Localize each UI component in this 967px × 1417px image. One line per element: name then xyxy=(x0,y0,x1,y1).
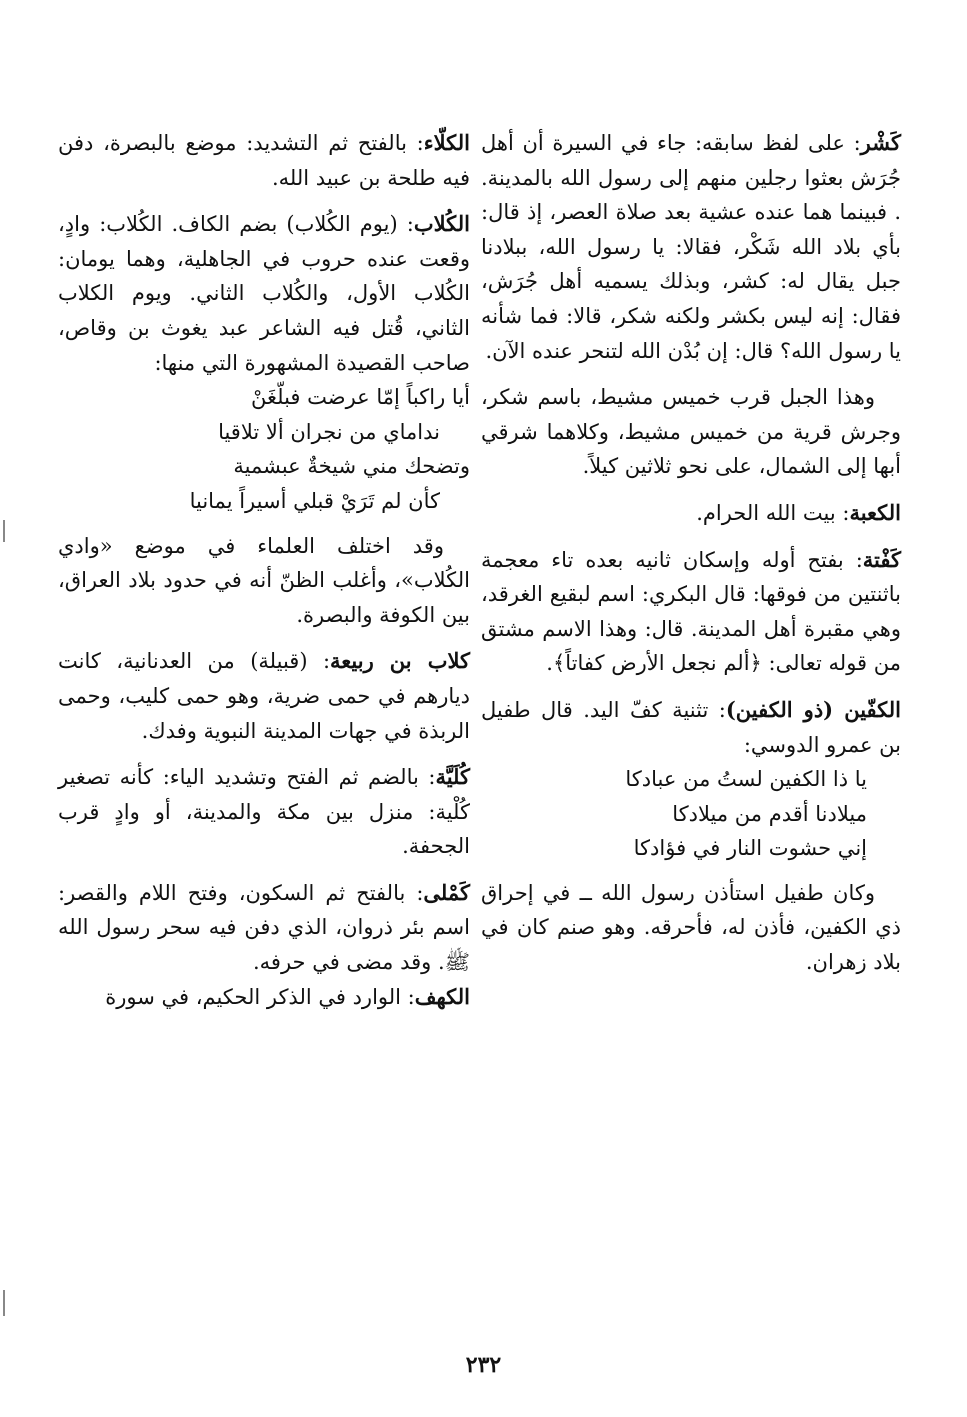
entry-kulayya xyxy=(58,760,470,864)
verse-line: أيا راكباً إمّا عرضت فبلّغَنْ xyxy=(251,385,470,410)
verse-line: وتضحك مني شيخةٌ عبشمية xyxy=(233,454,470,479)
paragraph-kashr-location: وهذا الجبل قرب خميس مشيط، باسم شكر، وجرش قرية من خميس مشيط، وكلاهما شرقي أبها إلى الشمال، على نحو ثلاثين كيلاً. xyxy=(481,385,901,479)
scan-margin-mark xyxy=(3,520,5,542)
right-column xyxy=(481,126,901,992)
entry-term: كلاب بن ربيعة xyxy=(330,648,470,674)
verse-line: يا ذا الكفين لستُ من عبادكا xyxy=(625,767,867,792)
left-column xyxy=(58,126,470,1026)
poem-kaffayn xyxy=(481,762,901,866)
verse-line: إني حشوت النار في فؤادكا xyxy=(633,836,867,861)
entry-term: كَمْلى xyxy=(423,879,470,905)
entry-kaaba xyxy=(481,496,901,531)
entry-kilab xyxy=(58,644,470,748)
poem-kulab xyxy=(58,380,470,518)
entry-term: كَفْتة xyxy=(862,546,901,572)
paragraph-kulab-location: وقد اختلف العلماء في موضع «وادي الكُلاب»، وأغلب الظنّ أنه في حدود بلاد العراق، بين الكوفة والبصرة. xyxy=(58,533,470,627)
scan-margin-mark xyxy=(3,1290,5,1316)
entry-text: : بالفتح ثم التشديد: موضع بالبصرة، دفن فيه طلحة بن عبيد الله. xyxy=(58,131,470,190)
verse-line: ميلادنا أقدم من ميلادكا xyxy=(672,801,867,826)
entry-kulab xyxy=(58,207,470,380)
entry-kaffayn xyxy=(481,693,901,762)
entry-text: : (قبيلة) من العدنانية، كانت ديارهم في حمى ضرية، وهو حمى كليب، وحمى الربذة في جهات المدينة النبوية وفدك. xyxy=(58,649,470,743)
entry-kamla xyxy=(58,876,470,980)
entry-kahf xyxy=(58,980,470,1015)
entry-term: الكفّين (ذو الكفين) xyxy=(725,696,902,722)
entry-term: الكلّاء xyxy=(423,130,470,155)
entry-term: الكُلاب xyxy=(413,211,470,237)
entry-text: : على لفظ سابقه: جاء في السيرة أن أهل جُرَش بعثوا رجلين منهم إلى رسول الله بالمدينة. . فبينما هما عنده عشية بعد صلاة العصر، إذ قال: بأي بلاد الله شَكْر، فقالا: يا رسول الله، ببلادنا جبل يقال له: كشر، وبذلك يسميه أهل جُرَش، فقال: إنه ليس بكشر ولكنه شكر، قالا: فما شأنه يا رسول الله؟ قال: إن بُدْن الله لتنحر عنده الآن. xyxy=(481,131,901,363)
entry-term: كُلَيَّة xyxy=(435,764,470,790)
entry-kalla xyxy=(58,126,470,195)
entry-text: : بيت الله الحرام. xyxy=(696,500,850,525)
verse-line: نداماي من نجران ألا تلاقيا xyxy=(218,419,440,444)
entry-kashr xyxy=(481,126,901,368)
page-number: ٢٣٢ xyxy=(465,1352,502,1378)
entry-text: : بالفتح ثم السكون، وفتح اللام والقصر: اسم بئر ذروان، الذي دفن فيه سحر رسول الله ﷺ. وقد مضى في حرفه. xyxy=(58,880,470,975)
verse-line: كأن لم تَرَيْ قبلي أسيراً يمانيا xyxy=(189,488,440,513)
entry-term: الكهف xyxy=(414,983,470,1009)
entry-kafta xyxy=(481,543,901,681)
entry-text: : الوارد في الذكر الحكيم، في سورة xyxy=(105,984,415,1009)
entry-term: كَشْر xyxy=(860,130,901,155)
entry-term: الكعبة xyxy=(849,499,901,525)
entry-text: : (يوم الكُلاب) بضم الكاف. الكُلاب: وادٍ، وقعت عنده حروب في الجاهلية، وهما يومان: الكُلاب الأول، والكُلاب الثاني. ويوم الكلاب الثاني، قُتل فيه الشاعر عبد يغوث بن وقاص، صاحب القصيدة المشهورة التي منها: xyxy=(58,212,470,375)
entry-text: : تثنية كفّ اليد. قال طفيل بن عمرو الدوسي: xyxy=(481,697,901,757)
entry-text: : بفتح أوله وإسكان ثانيه بعده تاء معجمة باثنتين من فوقها: قال البكري: اسم لبقيع الغرقد، وهي مقبرة أهل المدينة. قال: وهذا الاسم مشتق من قوله تعالى: ﴿ألم نجعل الأرض كفاتاً﴾. xyxy=(481,547,901,676)
entry-text: : بالضم ثم الفتح وتشديد الياء: كأنه تصغير كُلْية: منزل بين مكة والمدينة، أو وادٍ قرب الجحفة. xyxy=(58,765,470,859)
paragraph-kaffayn-story: وكان طفيل استأذن رسول الله ــ في إحراق ذي الكفين، فأذن له، فأحرقه. وهو صنم كان في بلاد زهران. xyxy=(481,880,901,975)
